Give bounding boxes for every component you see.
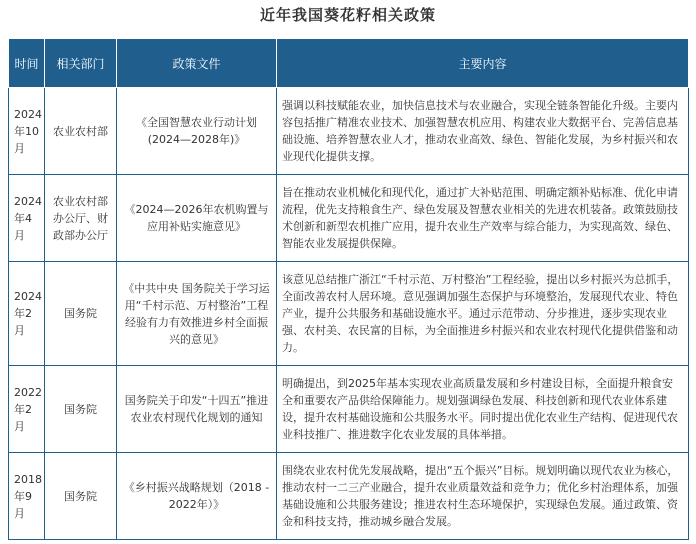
page-title: 近年我国葵花籽相关政策 bbox=[259, 6, 436, 24]
cell-doc: 国务院关于印发“十四五”推进农业农村现代化规划的通知 bbox=[117, 366, 277, 453]
cell-doc: 《中共中央 国务院关于学习运用“千村示范、万村整治”工程经验有力有效推进乡村全面振兴的意见》 bbox=[117, 262, 277, 366]
cell-content: 围绕农业农村优先发展战略，提出“五个振兴”目标。规划明确以现代农业为核心，推动农村一二三产业融合，提升农业质量效益和竞争力；优化乡村治理体系，加强基础设施和公共服务建设；推进农村生态环境保护，实现绿色发展。通过政策、资金和科技支持，推动城乡融合发展。 bbox=[277, 453, 689, 540]
cell-dept: 农业农村部办公厅、财政部办公厅 bbox=[45, 175, 117, 262]
cell-doc: 《乡村振兴战略规划（2018 - 2022年）》 bbox=[117, 453, 277, 540]
table-row bbox=[9, 88, 689, 175]
cell-dept: 国务院 bbox=[45, 366, 117, 453]
cell-time: 2024年4月 bbox=[9, 175, 45, 262]
cell-dept: 国务院 bbox=[45, 453, 117, 540]
policy-table bbox=[8, 38, 689, 540]
cell-time: 2024年10月 bbox=[9, 88, 45, 175]
cell-doc: 《2024—2026年农机购置与应用补贴实施意见》 bbox=[117, 175, 277, 262]
cell-time: 2022年2月 bbox=[9, 366, 45, 453]
header-time: 时间 bbox=[9, 39, 45, 88]
table-row bbox=[9, 262, 689, 366]
cell-time: 2018年9月 bbox=[9, 453, 45, 540]
cell-content: 明确提出，到2025年基本实现农业高质量发展和乡村建设目标，全面提升粮食安全和重要农产品供给保障能力。规划强调绿色发展、科技创新和现代农业体系建设，提升农村基础设施和公共服务水平。同时提出优化农业生产结构、促进现代农业科技推广、推进数字化农业发展的具体举措。 bbox=[277, 366, 689, 453]
header-dept: 相关部门 bbox=[45, 39, 117, 88]
cell-content: 强调以科技赋能农业，加快信息技术与农业融合，实现全链条智能化升级。主要内容包括推广精准农业技术、加强智慧农机应用、构建农业大数据平台、完善信息基础设施、培养智慧农业人才，推动农业高效、绿色、智能化发展，为乡村振兴和农业现代化提供支撑。 bbox=[277, 88, 689, 175]
header-content: 主要内容 bbox=[277, 39, 689, 88]
cell-time: 2024年2月 bbox=[9, 262, 45, 366]
table-row bbox=[9, 175, 689, 262]
table-row bbox=[9, 453, 689, 540]
cell-doc: 《全国智慧农业行动计划(2024—2028年)》 bbox=[117, 88, 277, 175]
cell-content: 该意见总结推广浙江“千村示范、万村整治”工程经验，提出以乡村振兴为总抓手，全面改善农村人居环境。意见强调加强生态保护与环境整治，发展现代农业、特色产业，提升公共服务和基础设施水平。通过示范带动、分步推进，逐步实现农业强、农村美、农民富的目标，为全面推进乡村振兴和农业农村现代化提供借鉴和动力。 bbox=[277, 262, 689, 366]
cell-dept: 国务院 bbox=[45, 262, 117, 366]
cell-dept: 农业农村部 bbox=[45, 88, 117, 175]
cell-content: 旨在推动农业机械化和现代化，通过扩大补贴范围、明确定额补贴标准、优化申请流程，优先支持粮食生产、绿色发展及智慧农业相关的先进农机装备。政策鼓励技术创新和新型农机推广应用，提升农业生产效率与综合能力，为实现高效、绿色、智能农业发展提供保障。 bbox=[277, 175, 689, 262]
table-header-row bbox=[9, 39, 689, 88]
header-doc: 政策文件 bbox=[117, 39, 277, 88]
table-row bbox=[9, 366, 689, 453]
